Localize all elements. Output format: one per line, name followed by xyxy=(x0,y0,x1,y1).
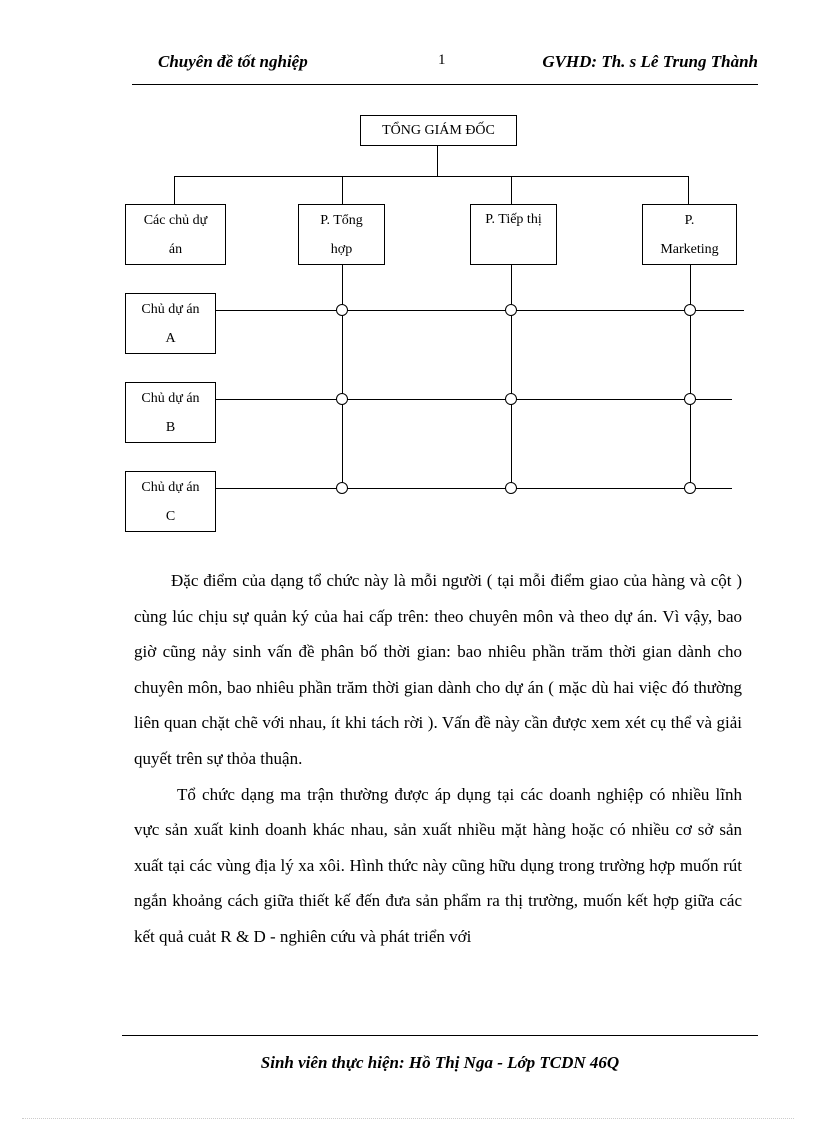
connector-line xyxy=(174,176,688,177)
intersection-node xyxy=(684,393,696,405)
project-label: C xyxy=(165,508,176,524)
footer-student: Sinh viên thực hiện: Hồ Thị Nga - Lớp TCDN 46Q xyxy=(260,1053,620,1072)
department-label: P. Tổng xyxy=(320,212,363,228)
department-label: P. xyxy=(684,212,695,228)
project-label: Chủ dự án xyxy=(141,479,200,495)
connector-line xyxy=(437,146,438,177)
intersection-node xyxy=(505,393,517,405)
connector-line xyxy=(511,176,512,205)
department-label: hợp xyxy=(330,241,353,257)
body-text xyxy=(134,563,742,955)
intersection-node xyxy=(684,304,696,316)
org-chart xyxy=(0,0,816,560)
grid-line xyxy=(690,264,691,490)
intersection-node xyxy=(684,482,696,494)
department-box xyxy=(125,204,226,265)
department-label: Các chủ dự xyxy=(143,212,208,228)
department-label: án xyxy=(168,241,183,257)
grid-line xyxy=(216,488,732,489)
grid-line xyxy=(342,264,343,490)
grid-line xyxy=(216,399,732,400)
paragraph: Đặc điểm của dạng tổ chức này là mỗi người ( tại mỗi điểm giao của hàng và cột ) cùng lúc chịu sự quản ký của hai cấp trên: theo chuyên môn và theo dự án. Vì vậy, bao giờ cũng nảy sinh vấn đề phân bố thời gian: bao nhiêu phần trăm thời gian dành cho chuyên môn, bao nhiêu phần trăm thời gian dành cho dự án ( mặc dù hai việc đó thường liên quan chặt chẽ với nhau, ít khi tách rời ). Vấn đề này cần được xem xét cụ thể và giải quyết trên sự thỏa thuận. xyxy=(134,571,742,768)
ceo-label: TỔNG GIÁM ĐỐC xyxy=(382,123,495,138)
page-footer xyxy=(122,1035,758,1073)
ceo-box xyxy=(360,115,517,146)
project-box xyxy=(125,382,216,443)
project-label: Chủ dự án xyxy=(141,301,200,317)
department-label: Marketing xyxy=(660,241,719,257)
paragraph: Tổ chức dạng ma trận thường được áp dụng tại các doanh nghiệp có nhiều lĩnh vực sản xuất kinh doanh khác nhau, sản xuất nhiều mặt hàng hoặc có nhiều cơ sở sản xuất tại các vùng địa lý xa xôi. Hình thức này cũng hữu dụng trong trường hợp muốn rút ngắn khoảng cách giữa thiết kế đến đưa sản phẩm ra thị trường, muốn kết hợp giữa các kết quả cuảt R & D - nghiên cứu và phát triển với xyxy=(134,784,742,946)
grid-line xyxy=(216,310,744,311)
header-supervisor: GVHD: Th. s Lê Trung Thành xyxy=(542,52,758,71)
page-number: 1 xyxy=(438,52,446,68)
connector-line xyxy=(342,176,343,205)
project-label: Chủ dự án xyxy=(141,390,200,406)
intersection-node xyxy=(505,482,517,494)
connector-line xyxy=(174,176,175,205)
intersection-node xyxy=(336,304,348,316)
intersection-node xyxy=(505,304,517,316)
connector-line xyxy=(688,176,689,205)
department-box xyxy=(298,204,385,265)
project-label: B xyxy=(165,419,176,435)
department-box xyxy=(642,204,737,265)
page-edge-divider xyxy=(22,1118,794,1119)
intersection-node xyxy=(336,393,348,405)
header-title: Chuyên đề tốt nghiệp xyxy=(158,52,308,71)
project-label: A xyxy=(165,330,176,346)
department-box xyxy=(470,204,557,265)
grid-line xyxy=(511,264,512,490)
project-box xyxy=(125,293,216,354)
intersection-node xyxy=(336,482,348,494)
project-box xyxy=(125,471,216,532)
department-label: P. Tiếp thị xyxy=(485,212,542,227)
